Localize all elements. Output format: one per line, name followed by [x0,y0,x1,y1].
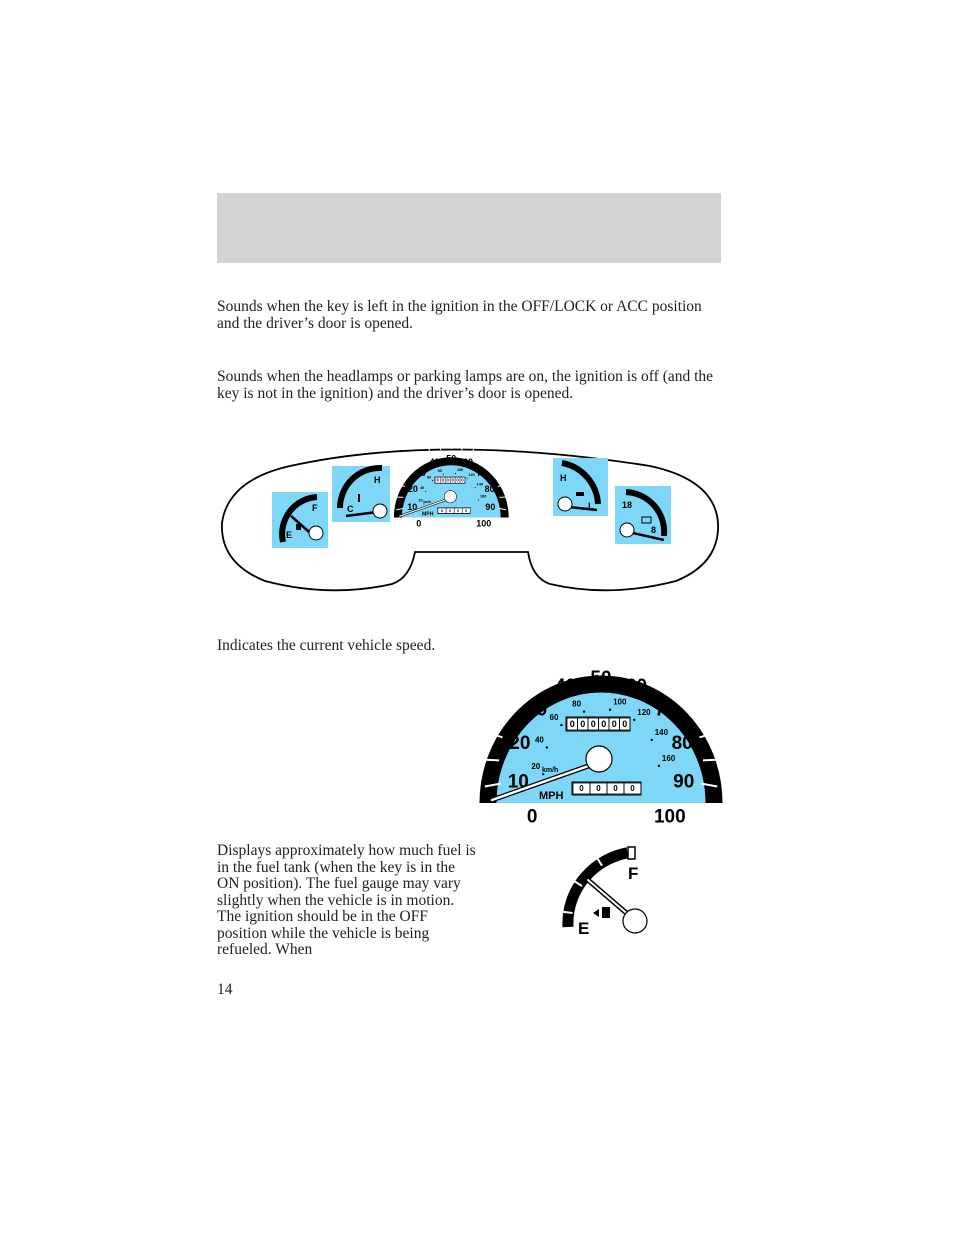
odometer-digit: 0 [630,784,635,793]
speedometer-tick [492,806,507,813]
kmh-tick-label: 120 [637,707,651,717]
mph-tick-label: 100 [653,806,686,828]
speedometer-tick [496,708,510,716]
kmh-unit-label: km/h [542,767,559,774]
trip-odometer-digits [573,783,641,794]
speedometer-tick [551,653,558,668]
kmh-tick-dot [583,710,585,712]
page-number: 14 [217,981,233,998]
speedometer-tick [691,708,705,716]
speedometer-tick [663,667,673,680]
odometer-digit: 0 [622,719,628,729]
speedometer-description-text: Indicates the current vehicle speed. [217,637,436,654]
volt-high-label: 18 [622,500,633,510]
odometer-digit: 0 [569,719,575,729]
kmh-tick-label: 20 [531,762,541,772]
kmh-tick-label: 140 [654,727,669,737]
kmh-tick-label: 40 [534,735,544,745]
small-fuel-pump-icon [296,524,301,530]
oil-high-label: H [560,473,567,483]
oil-can-icon [576,492,584,496]
temperature-gauge [332,466,390,522]
fuel-empty-label: E [578,919,590,938]
kmh-tick-dot [633,719,635,721]
kmh-tick-label: 60 [549,713,559,723]
volt-low-label: 8 [651,525,657,535]
temp-cold-label: C [347,504,354,514]
small-fuel-full-label: F [312,503,318,513]
oil-pressure-gauge [553,458,608,516]
speedometer-tick [685,826,698,836]
mph-tick-label: 20 [509,733,531,755]
mph-unit-label: MPH [539,790,564,802]
speedometer-tick [511,685,523,696]
odometer-digit: 0 [601,719,607,729]
speedometer-tick [483,760,499,761]
kmh-tick-label: 100 [613,697,627,707]
speedometer-tick [504,826,517,836]
mph-tick-label: 0 [526,806,538,828]
odometer-digit: 0 [613,784,618,793]
small-fuel-gauge [272,492,328,548]
kmh-tick-label: 80 [572,699,582,709]
kmh-tick-dot [609,709,611,711]
fuel-needle-hub [623,909,647,933]
headlamps-on-chime-text: Sounds when the headlamps or parking lamps are on, the ignition is off (and the key is not in the ignition) and the driver’s door is opened. [217,368,714,402]
instrument-cluster-figure [220,438,722,598]
speedometer-tick [679,685,691,696]
mph-tick-label: 80 [671,733,693,755]
key-in-ignition-chime-text: Sounds when the key is left in the ignition in the OFF/LOCK or ACC position and the driver’s door is opened. [217,298,702,332]
fuel-tick [562,941,575,945]
kmh-tick-dot [658,765,660,767]
oil-low-label: L [588,501,594,511]
needle-hub [586,746,612,772]
header-band [217,193,721,263]
odometer-digit: 0 [596,784,601,793]
mph-tick-label: 40 [554,676,577,698]
voltmeter-gauge [615,486,671,544]
fuel-gauge-figure [560,843,660,938]
mph-tick-label: 10 [507,771,529,793]
mph-tick-label: 50 [590,668,612,689]
kmh-tick-dot [546,746,548,748]
speedometer-tick [575,644,578,661]
speedometer-tick [623,644,626,661]
mph-tick-label: 60 [625,676,648,698]
fuel-pump-icon [593,907,610,918]
kmh-tick-dot [651,739,653,741]
odometer-digit: 0 [611,719,617,729]
kmh-tick-dot [560,724,562,726]
odometer-digit: 0 [580,719,586,729]
temp-hot-label: H [374,475,381,485]
odometer-digit: 0 [590,719,596,729]
kmh-tick-label: 160 [661,753,676,763]
odometer-digit: 0 [579,784,584,793]
speedometer-tick [644,653,651,668]
fuel-full-label: F [628,864,639,883]
speedometer-tick [703,760,719,761]
speedometer-figure [484,641,718,828]
speedometer-tick [529,667,539,680]
mph-tick-label: 30 [526,699,548,721]
fuel-gauge-description-text: Displays approximately how much fuel is in the fuel tank (when the key is in the ON position). The fuel gauge may vary slightly when the vehicle is in motion. The ignition should be in the OFF position while the vehicle is being refueled. When [217,842,476,958]
mph-tick-label: 70 [654,699,676,721]
thermometer-icon [358,494,360,502]
speedometer-tick [695,806,710,813]
mph-tick-label: 90 [673,771,695,793]
small-fuel-empty-label: E [286,530,293,540]
